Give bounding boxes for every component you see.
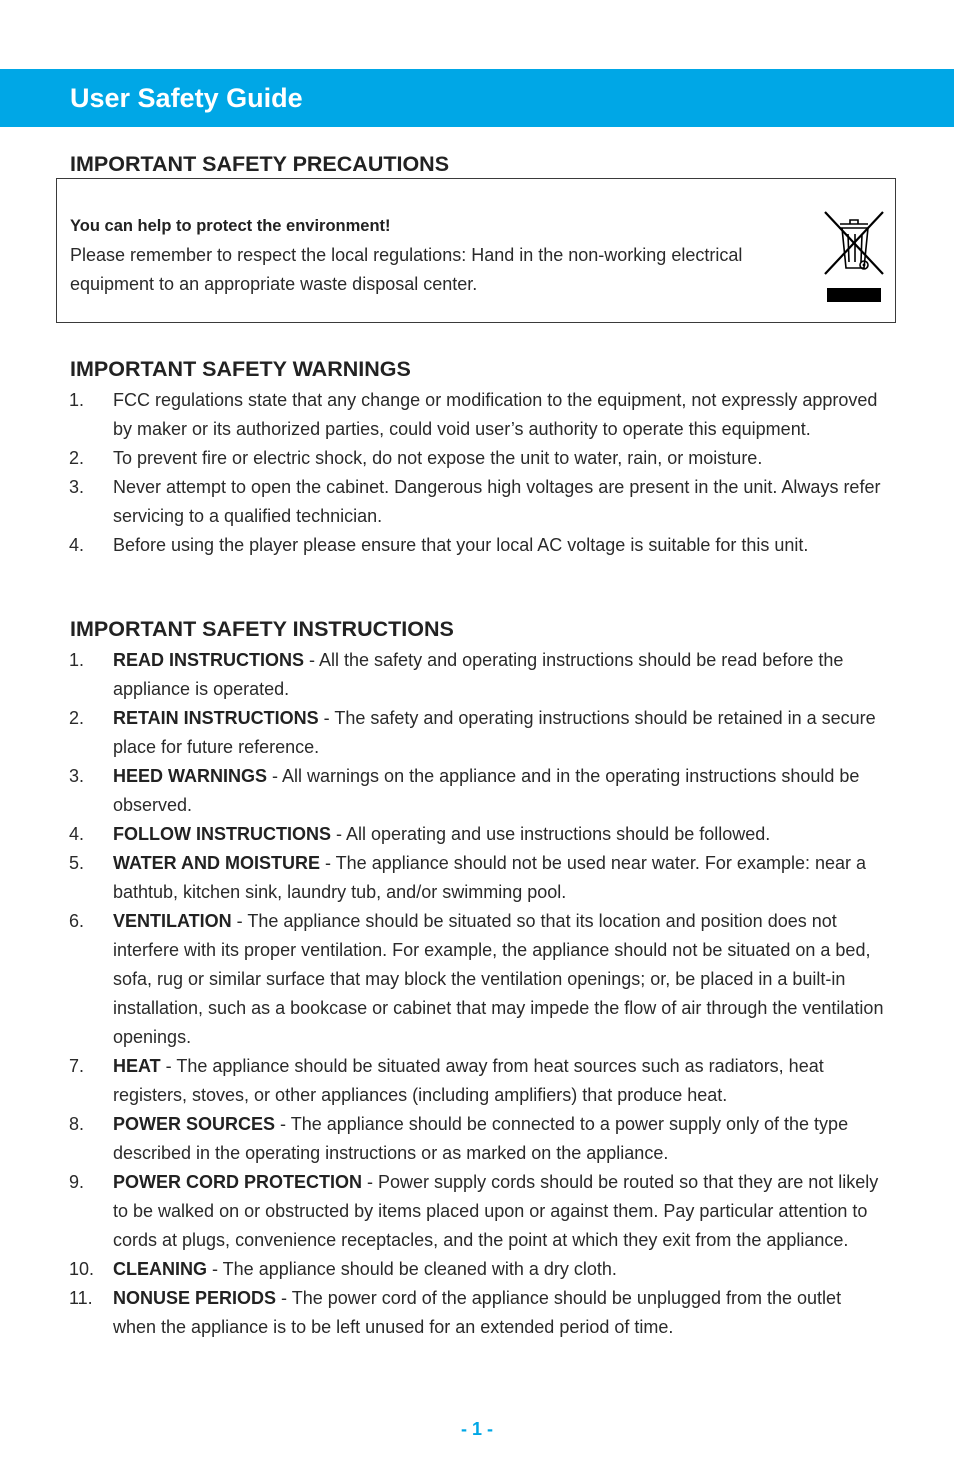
crossed-out-wheelie-bin-icon [822, 210, 886, 304]
list-item-text [113, 820, 888, 849]
instruction-title: POWER CORD PROTECTION [113, 1172, 363, 1192]
list-item-body: - The appliance should be situated away from heat sources such as radiators, heat registers, stoves, or other appliances (including amplifiers) that produce heat. [113, 1056, 824, 1105]
instruction-title: WATER AND MOISTURE [113, 853, 320, 873]
list-item-body: - The appliance should be situated so that its location and position does not interfere with its proper ventilation. For example, the appliance should not be situated on a bed, sofa, rug or similar surface that may block the ventilation openings; or, be placed in a built-in installation, such as a bookcase or cabinet that may impede the flow of air through the ventilation openings. [113, 911, 884, 1047]
list-item-body: - The appliance should not be used near water. For example: near a bathtub, kitchen sink, laundry tub, and/or swimming pool. [113, 853, 867, 902]
list-item-number: 1. [69, 390, 85, 410]
instruction-item [0, 1255, 954, 1284]
list-item-body: - The appliance should be cleaned with a dry cloth. [207, 1259, 617, 1279]
list-item-body: Before using the player please ensure that your local AC voltage is suitable for this unit. [113, 535, 809, 555]
list-item-number: 11. [69, 1288, 93, 1308]
instruction-item [0, 704, 954, 762]
list-item-number: 2. [69, 448, 85, 468]
environment-notice-title: You can help to protect the environment! [70, 217, 391, 235]
instruction-item [0, 907, 954, 1052]
warnings-list [0, 386, 954, 560]
instruction-item [0, 1052, 954, 1110]
list-item-text [113, 1052, 888, 1110]
list-item-number: 10. [69, 1259, 95, 1279]
instruction-item [0, 1284, 954, 1342]
list-item-number: 4. [69, 535, 85, 555]
list-item-text [113, 704, 888, 762]
list-item-number: 9. [69, 1172, 85, 1192]
list-item-text [113, 444, 888, 473]
list-item-number: 3. [69, 766, 85, 786]
list-item-body: - The power cord of the appliance should be unplugged from the outlet when the appliance is to be left unused for an extended period of time. [113, 1288, 842, 1337]
list-item-body: - The safety and operating instructions should be retained in a secure place for future reference. [113, 708, 876, 757]
instruction-item [0, 849, 954, 907]
instruction-title: RETAIN INSTRUCTIONS [113, 708, 319, 728]
list-item-text [113, 762, 888, 820]
list-item-body: FCC regulations state that any change or modification to the equipment, not expressly approved by maker or its authorized parties, could void user’s authority to operate this equipment. [113, 390, 878, 439]
header-banner [0, 69, 954, 127]
list-item-text [113, 1255, 888, 1284]
list-item-body: - All warnings on the appliance and in the operating instructions should be observed. [113, 766, 860, 815]
instruction-item [0, 762, 954, 820]
instruction-item [0, 1110, 954, 1168]
instruction-title: POWER SOURCES [113, 1114, 276, 1134]
list-item-text [113, 473, 888, 531]
instruction-title: NONUSE PERIODS [113, 1288, 277, 1308]
list-item-number: 1. [69, 650, 85, 670]
list-item-number: 5. [69, 853, 85, 873]
warning-item [0, 444, 954, 473]
list-item-text [113, 849, 888, 907]
instructions-heading: IMPORTANT SAFETY INSTRUCTIONS [70, 617, 454, 641]
page-title: User Safety Guide [70, 83, 303, 113]
list-item-number: 8. [69, 1114, 85, 1134]
list-item-number: 2. [69, 708, 85, 728]
instruction-item [0, 646, 954, 704]
instruction-title: HEED WARNINGS [113, 766, 268, 786]
instruction-title: READ INSTRUCTIONS [113, 650, 305, 670]
warning-item [0, 531, 954, 560]
list-item-body: - Power supply cords should be routed so that they are not likely to be walked on or obstructed by items placed upon or against them. Pay particular attention to cords at plugs, convenience receptacles, and the point at which they exit from the appliance. [113, 1172, 879, 1250]
list-item-text [113, 1168, 888, 1255]
list-item-text [113, 907, 888, 1052]
list-item-text [113, 531, 888, 560]
list-item-text [113, 1284, 888, 1342]
list-item-number: 3. [69, 477, 85, 497]
instructions-list [0, 646, 954, 1342]
environment-notice-text: Please remember to respect the local regulations: Hand in the non-working electrical equipment to an appropriate waste disposal center. [70, 245, 743, 294]
page-number: - 1 - [460, 1419, 493, 1439]
instruction-title: CLEANING [113, 1259, 207, 1279]
precautions-heading: IMPORTANT SAFETY PRECAUTIONS [70, 152, 450, 176]
list-item-number: 4. [69, 824, 85, 844]
list-item-number: 7. [69, 1056, 85, 1076]
instruction-title: HEAT [113, 1056, 161, 1076]
warning-item [0, 473, 954, 531]
list-item-body: - The appliance should be connected to a power supply only of the type described in the operating instructions or as marked on the appliance. [113, 1114, 849, 1163]
instruction-title: VENTILATION [113, 911, 232, 931]
list-item-body: - All the safety and operating instructions should be read before the appliance is operated. [113, 650, 844, 699]
list-item-text [113, 386, 888, 444]
warnings-heading: IMPORTANT SAFETY WARNINGS [70, 357, 411, 381]
environment-notice-box [56, 178, 896, 323]
list-item-body: - All operating and use instructions should be followed. [330, 824, 771, 844]
instruction-item [0, 1168, 954, 1255]
list-item-body: Never attempt to open the cabinet. Dangerous high voltages are present in the unit. Always refer servicing to a qualified technician. [113, 477, 881, 526]
instruction-item [0, 820, 954, 849]
instruction-title: FOLLOW INSTRUCTIONS [113, 824, 331, 844]
list-item-text [113, 646, 888, 704]
list-item-number: 6. [69, 911, 85, 931]
warning-item [0, 386, 954, 444]
list-item-body: To prevent fire or electric shock, do not expose the unit to water, rain, or moisture. [113, 448, 763, 468]
list-item-text [113, 1110, 888, 1168]
